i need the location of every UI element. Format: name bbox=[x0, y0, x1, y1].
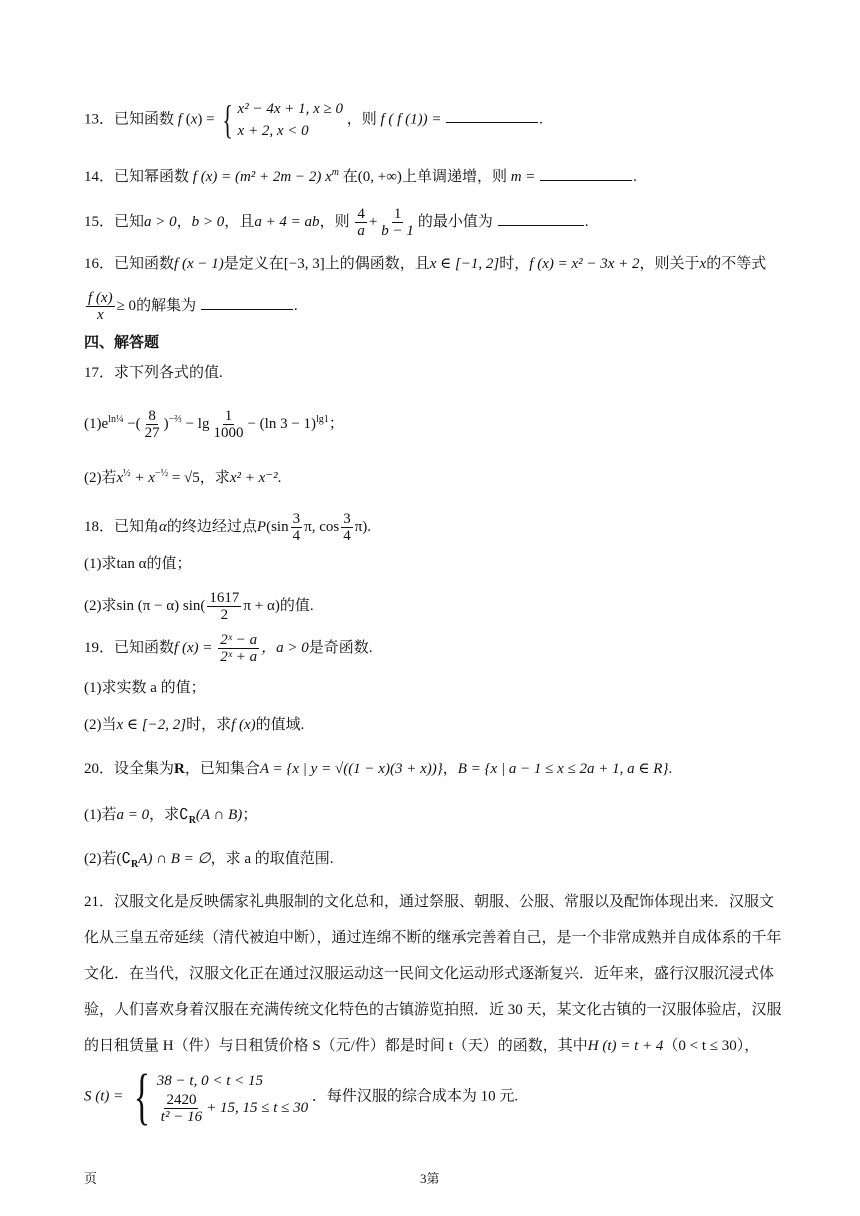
case-1: 38 − t, 0 < t < 15 bbox=[156, 1072, 263, 1089]
question-18: 18．已知角α的终边经过点P(sin $\frac{3}{4}$ π, cos $\frac{3}{4}$ π). bbox=[84, 511, 372, 545]
question-18-part-2: (2)求sin (π − α) sin( $\frac{1617}{2}$ π + α)的值. bbox=[84, 590, 314, 624]
question-17-part-2: (2)若$x^{\frac{1}{2}} + x^{-\frac{1}{2}} = √5$，求x² + x⁻². bbox=[84, 468, 282, 486]
fraction-1-over-b-minus-1: $\frac{1}{b - 1}$ bbox=[381, 206, 414, 240]
case-2: $\frac{2420}{\text{t² − 16}}$ + 15, 15 ≤ t ≤ 30 bbox=[160, 1091, 309, 1125]
answer-blank[interactable] bbox=[446, 106, 538, 123]
fraction-3-4: $\frac{3}{4}$ bbox=[343, 511, 351, 545]
question-21-line-5: 的日租赁量 H（件）与日租赁价格 S（元/件）都是时间 t（天）的函数，其中H (t) = t + 4（0 < t ≤ 30）， bbox=[84, 1038, 760, 1054]
answer-blank[interactable] bbox=[498, 209, 584, 226]
fraction-1617-2: $\frac{1617}{2}$ bbox=[209, 590, 240, 624]
section-heading: 四、解答题 bbox=[84, 335, 160, 351]
fraction-8-27: $\frac{8}{27}$ bbox=[144, 408, 160, 442]
question-13: 13．已知函数 f (x) = { x² − 4x + 1, x ≥ 0 x + 2, x < 0 ，则 f ( f (1)) = . bbox=[84, 97, 543, 142]
question-14: 14．已知幂函数 f (x) = (m² + 2m − 2) $x^m$ 在(0, +∞)上单调递增，则 m = . bbox=[84, 162, 637, 188]
question-21-piecewise: S (t) = { 38 − t, 0 < t < 15 $\frac{2420}{\text{t² − 16}}$ + 15, 15 ≤ t ≤ 30 ．每件汉服的综合成本为 10 元. bbox=[84, 1063, 519, 1131]
question-21-line-4: 验，人们喜欢身着汉服在充满传统文化特色的古镇游览拍照．近 30 天，某文化古镇的一汉服体验店，汉服 bbox=[84, 1002, 782, 1018]
case-2: x + 2, x < 0 bbox=[237, 123, 309, 139]
page-number: 3第 bbox=[420, 1171, 440, 1186]
fraction-4-over-a: $\frac{4}{a}$ bbox=[357, 206, 365, 240]
question-19: 19．已知函数f (x) = $\frac{\text{2ˣ − a}}{\text{2ˣ + a}}$ ，a > 0是奇函数. bbox=[84, 632, 373, 666]
question-15: 15．已知a > 0，b > 0，且a + 4 = ab，则 $\frac{4}{a}$ + $\frac{1}{b - 1}$ 的最小值为 . bbox=[84, 206, 589, 240]
fraction-3-4: $\frac{3}{4}$ bbox=[292, 511, 301, 545]
question-17: 17．求下列各式的值. bbox=[84, 365, 223, 381]
question-19-part-2: (2)当x ∈ [−2, 2]时，求f (x)的值域. bbox=[84, 717, 305, 733]
fraction-f-over-x: $\frac{f (x)}{x}$ bbox=[88, 290, 113, 324]
fraction-1-1000: $\frac{1}{1000}$ bbox=[213, 408, 244, 442]
question-20: 20．设全集为R，已知集合A = {x | y = √((1 − x)(3 + x))}，B = {x | a − 1 ≤ x ≤ 2a + 1, a ∈ R}. bbox=[84, 761, 673, 777]
question-21-line-3: 文化．在当代，汉服文化正在通过汉服运动这一民间文化运动形式逐渐复兴．近年来，盛行汉服沉浸式体 bbox=[84, 966, 775, 982]
piecewise-brace: { 38 − t, 0 < t < 15 $\frac{2420}{\text{t² − 16}}$ + 15, 15 ≤ t ≤ 30 bbox=[133, 1063, 309, 1131]
piecewise-brace: { x² − 4x + 1, x ≥ 0 x + 2, x < 0 bbox=[222, 97, 343, 142]
question-18-part-1: (1)求tan α的值； bbox=[84, 556, 192, 572]
question-20-part-2: (2)若$(∁_RA)$ ∩ B = ∅，求 a 的取值范围. bbox=[84, 851, 334, 870]
question-20-part-1: (1)若a = 0，求$∁_R(A$ ∩ B)； bbox=[84, 807, 258, 826]
question-21-line-2: 化从三皇五帝延续（清代被迫中断），通过连绵不断的继承完善着自己，是一个非常成熟并自成体系的千年 bbox=[84, 930, 782, 946]
footer-left: 页 bbox=[84, 1171, 98, 1186]
question-16: 16．已知函数f (x − 1)是定义在[−3, 3]上的偶函数，且x ∈ [−1, 2]时，f (x) = x² − 3x + 2，则关于x的不等式 bbox=[84, 256, 767, 272]
question-16-cont: $\frac{f (x)}{x}$ ≥ 0的解集为 . bbox=[88, 290, 298, 324]
fraction-function: $\frac{\text{2ˣ − a}}{\text{2ˣ + a}}$ bbox=[220, 632, 258, 666]
case-1: x² − 4x + 1, x ≥ 0 bbox=[237, 101, 343, 117]
question-19-part-1: (1)求实数 a 的值； bbox=[84, 680, 206, 696]
answer-blank[interactable] bbox=[540, 164, 632, 181]
question-17-part-1: $(1)e^{ln\frac{1}{4}}$ −( $\frac{8}{27}$ )$^{-\frac{2}{3}}$ − lg $\frac{1}{1000}$ − (ln 3 − 1)$^{lg1}$； bbox=[84, 408, 344, 442]
question-21-line-1: 21．汉服文化是反映儒家礼典服制的文化总和，通过祭服、朝服、公服、常服以及配饰体现出来．汉服文 bbox=[84, 894, 775, 910]
answer-blank[interactable] bbox=[201, 293, 293, 310]
